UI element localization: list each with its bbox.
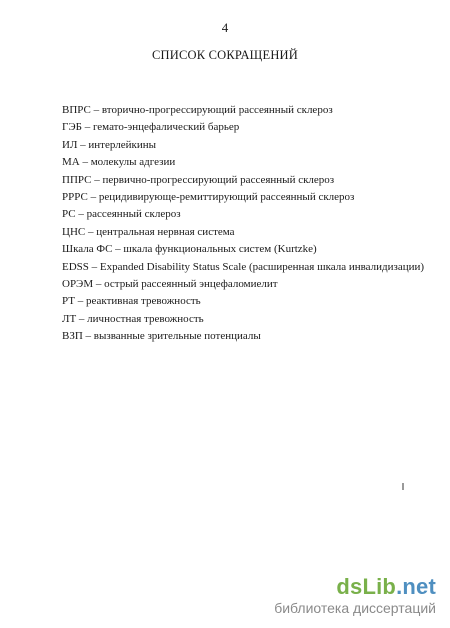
abbreviation-item: ЛТ – личностная тревожность xyxy=(62,312,204,325)
abbreviation-item: ГЭБ – гемато-энцефалический барьер xyxy=(62,121,240,134)
scan-speck xyxy=(402,483,404,490)
abbreviation-item: ИЛ – интерлейкины xyxy=(62,138,156,151)
abbreviation-item: МА – молекулы адгезии xyxy=(62,156,176,169)
watermark-logo-part2: .net xyxy=(396,574,436,599)
abbreviation-item: ВПРС – вторично-прогрессирующий рассеянный склероз xyxy=(62,104,333,116)
watermark xyxy=(274,575,436,616)
abbreviation-item: ОРЭМ – острый рассеянный энцефаломиелит xyxy=(62,277,278,290)
watermark-subtitle: библиотека диссертаций xyxy=(274,600,436,616)
abbreviation-item: ППРС – первично-прогрессирующий рассеянный склероз xyxy=(62,173,335,186)
abbreviation-item: EDSS – Expanded Disability Status Scale (расширенная шкала инвалидизации) xyxy=(62,260,425,273)
abbreviation-item: ВЗП – вызванные зрительные потенциалы xyxy=(62,330,261,343)
watermark-logo-part1: dsLib xyxy=(336,574,397,599)
abbreviation-item: ЦНС – центральная нервная система xyxy=(62,225,235,238)
watermark-logo xyxy=(274,575,436,599)
abbreviation-item: РС – рассеянный склероз xyxy=(62,208,181,221)
page-number: 4 xyxy=(221,20,229,35)
abbreviation-item: Шкала ФС – шкала функциональных систем (Kurtzke) xyxy=(62,243,317,256)
page-title: СПИСОК СОКРАЩЕНИЙ xyxy=(151,48,299,62)
abbreviation-item: РРРС – рецидивирующе-ремиттирующий рассеянный склероз xyxy=(62,190,355,203)
abbreviation-list xyxy=(62,102,442,345)
abbreviation-item: РТ – реактивная тревожность xyxy=(62,295,201,308)
